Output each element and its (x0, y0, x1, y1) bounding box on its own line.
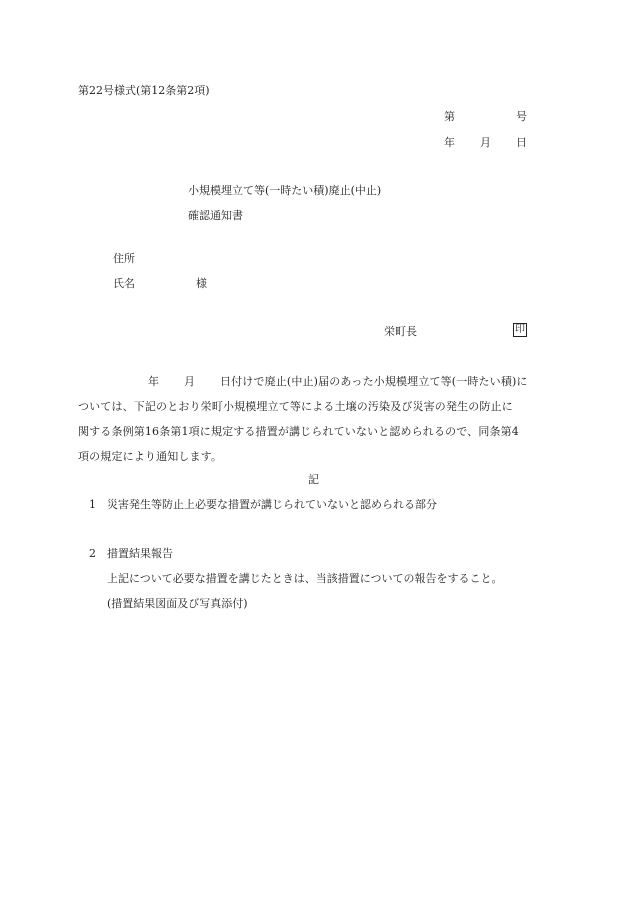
doc-number-prefix: 第 (444, 110, 455, 123)
doc-number-suffix: 号 (516, 110, 527, 123)
seal-stamp-box: 印 (515, 324, 525, 335)
item-2-note: (措置結果図面及び写真添付) (107, 597, 248, 610)
date-month-label: 月 (480, 136, 491, 149)
date-day-label: 日 (516, 136, 527, 149)
honorific-sama: 様 (196, 277, 207, 290)
issuer-title: 栄町長 (384, 325, 417, 338)
form-number: 第22号様式(第12条第2項) (78, 84, 210, 97)
body-line-3: 関する条例第16条第1項に規定する措置が講じられていないと認められるので、同条第4 (78, 425, 519, 438)
document-title-line1: 小規模埋立て等(一時たい積)廃止(中止) (188, 184, 382, 197)
ki-heading: 記 (308, 473, 319, 486)
body-line-2: ついては、下記のとおり栄町小規模埋立て等による土壌の汚染及び災害の発生の防止に (78, 400, 513, 413)
date-year-label: 年 (444, 136, 455, 149)
item-2-number: 2 (89, 547, 96, 560)
body-line-4: 項の規定により通知します。 (78, 450, 223, 463)
item-1-text: 災害発生等防止上必要な措置が講じられていないと認められる部分 (107, 498, 437, 511)
item-1-number: 1 (89, 498, 96, 511)
item-2-detail: 上記について必要な措置を講じたときは、当該措置についての報告をすること。 (107, 572, 503, 585)
body-month-label: 月 (184, 375, 195, 388)
address-label: 住所 (113, 252, 135, 265)
body-year-label: 年 (148, 375, 159, 388)
body-line-1: 日付けで廃止(中止)届のあった小規模埋立て等(一時たい積)に (220, 375, 528, 388)
document-title-line2: 確認通知書 (188, 209, 243, 222)
name-label: 氏名 (113, 277, 135, 290)
item-2-text: 措置結果報告 (107, 547, 173, 560)
